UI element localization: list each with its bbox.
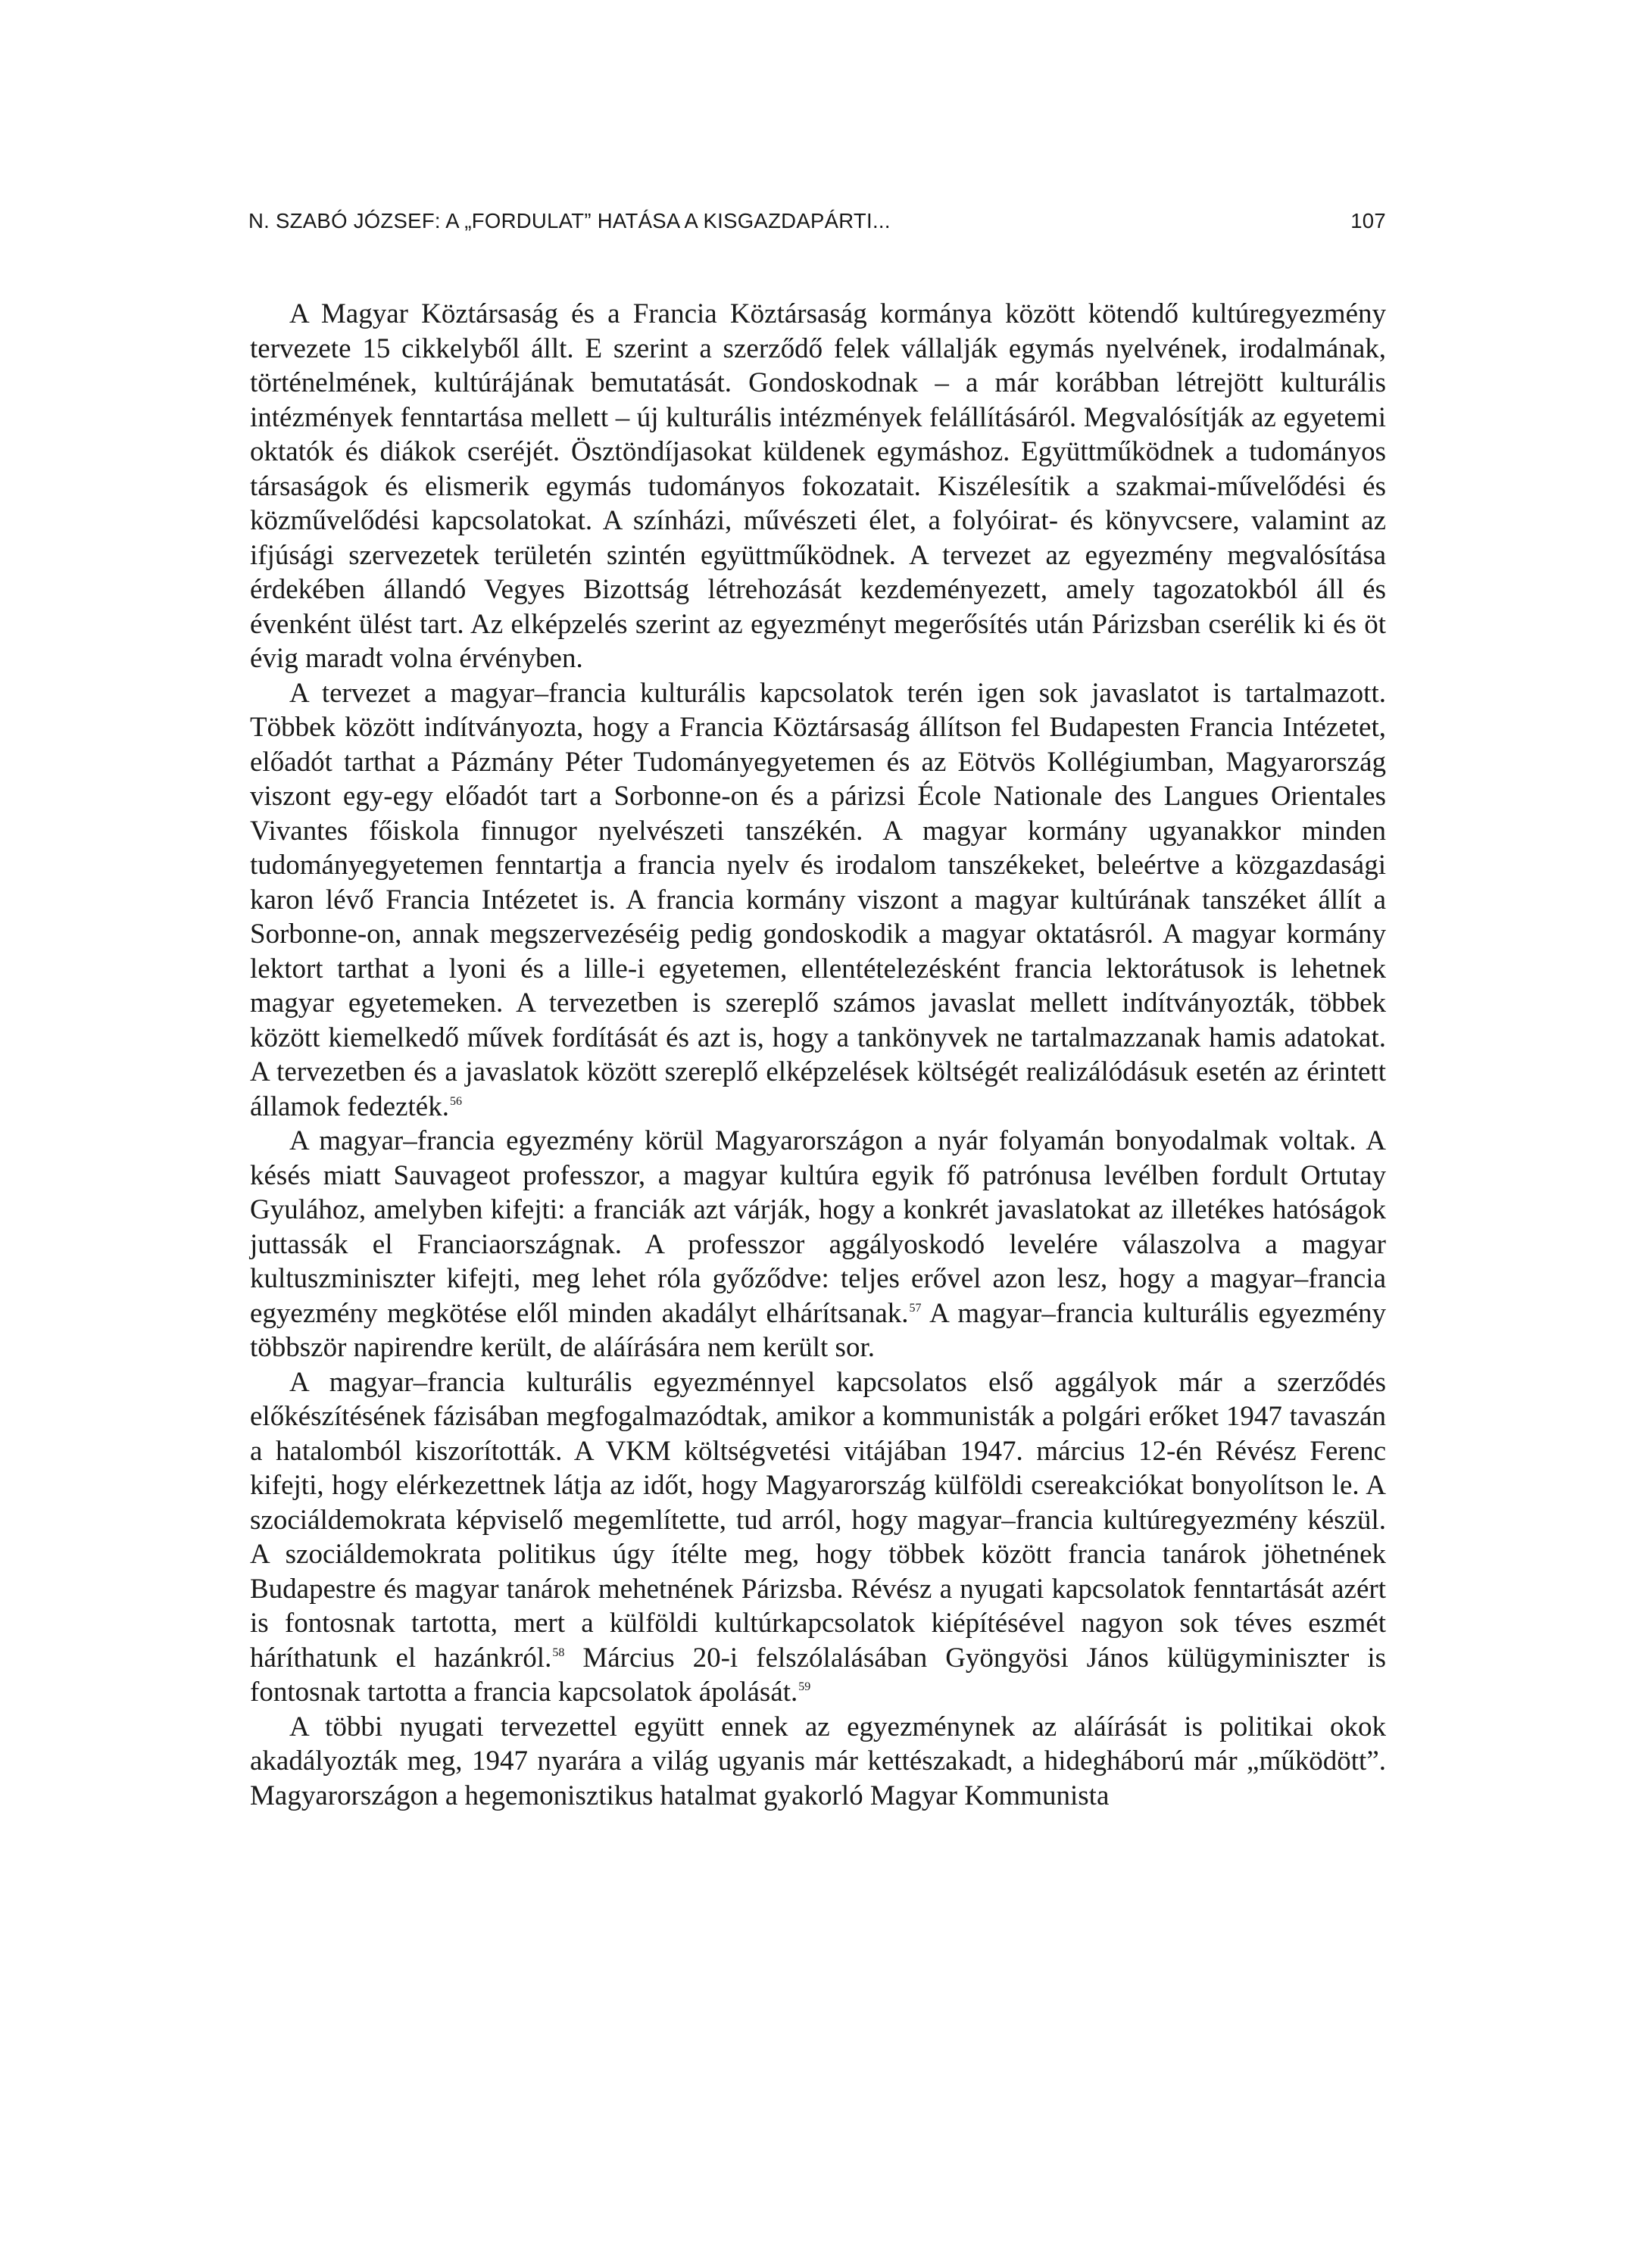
paragraph — [250, 297, 1386, 676]
running-header — [248, 206, 1386, 236]
paragraph-text: A tervezet a magyar–francia kulturális kapcsolatok terén igen sok javaslatot is tartalmazott. Többek között indítványozta, hogy a Francia Köztársaság állítson fel Budapesten Francia Intézetet, előadót tarthat a Pázmány Péter Tudományegyetemen és az Eötvös Kollégiumban, Magyarország viszont egy-egy előadót tart a Sorbonne-on és a párizsi École Nationale des Langues Orientales Vivantes főiskola finnugor nyelvészeti tanszékén. A magyar kormány ugyanakkor minden tudományegyetemen fenntartja a francia nyelv és irodalom tanszékeket, beleértve a közgazdasági karon lévő Francia Intézetet is. A francia kormány viszont a magyar kultúrának tanszéket állít a Sorbonne-on, annak megszervezéséig pedig gondoskodik a magyar oktatásról. A magyar kormány lektort tarthat a lyoni és a lille-i egyetemen, ellentételezésként francia lektorátusok is lehetnek magyar egyetemeken. A tervezetben is szereplő számos javaslat mellett indítványozták, többek között kiemelkedő művek fordítását és azt is, hogy a tankönyvek ne tartalmazzanak hamis adatokat. A tervezetben és a javaslatok között szereplő elképzelések költségét realizálódásuk esetén az érintett államok fedezték. — [250, 677, 1386, 1122]
footnote-ref: 57 — [909, 1301, 922, 1315]
body-text — [250, 297, 1386, 1813]
paragraph-text: A magyar–francia egyezmény körül Magyarországon a nyár folyamán bonyodalmak voltak. A késés miatt Sauvageot professzor, a magyar kultúra egyik fő patrónusa levélben fordult Ortutay Gyulához, amelyben kifejti: a franciák azt várják, hogy a konkrét javaslatokat az illetékes hatóságok juttassák el Franciaországnak. A professzor aggályoskodó levelére válaszolva a magyar kultuszminiszter kifejti, meg lehet róla győződve: teljes erővel azon lesz, hogy a magyar–francia egyezmény megkötése elől minden akadályt elhárítsanak. — [250, 1125, 1386, 1329]
footnote-ref: 58 — [552, 1646, 565, 1659]
paragraph — [250, 1124, 1386, 1365]
paragraph-text: A magyar–francia kulturális egyezmény többször napirendre került, de aláírására nem került sor. — [250, 1297, 1386, 1363]
running-title: N. SZABÓ JÓZSEF: A „FORDULAT” HATÁSA A KISGAZDAPÁRTI... — [248, 209, 891, 232]
paragraph-text: A többi nyugati tervezettel együtt ennek az egyezménynek az aláírását is politikai okok akadályozták meg, 1947 nyarára a világ ugyanis már kettészakadt, a hidegháború már „működött”. Magyarországon a hegemonisztikus hatalmat gyakorló Magyar Kommunista — [250, 1711, 1386, 1811]
paragraph-text: A Magyar Köztársaság és a Francia Köztársaság kormánya között kötendő kultúregyezmény tervezete 15 cikkelyből állt. E szerint a szerződő felek vállalják egymás nyelvének, irodalmának, történelmének, kultúrájának bemutatását. Gondoskodnak – a már korábban létrejött kulturális intézmények fenntartása mellett – új kulturális intézmények felállításáról. Megvalósítják az egyetemi oktatók és diákok cseréjét. Ösztöndíjasokat küldenek egymáshoz. Együttműködnek a tudományos társaságok és elismerik egymás tudományos fokozatait. Kiszélesítik a szakmai-művelődési és közművelődési kapcsolatokat. A színházi, művészeti élet, a folyóirat- és könyvcsere, valamint az ifjúsági szervezetek területén szintén együttműködnek. A tervezet az egyezmény megvalósítása érdekében állandó Vegyes Bizottság létrehozását kezdeményezett, amely tagozatokból áll és évenként ülést tart. Az elképzelés szerint az egyezményt megerősítés után Párizsban cserélik ki és öt évig maradt volna érvényben. — [250, 298, 1386, 674]
paragraph-text: Március 20-i felszólalásában Gyöngyösi János külügyminiszter is fontosnak tartotta a francia kapcsolatok ápolását. — [250, 1642, 1386, 1708]
paragraph — [250, 676, 1386, 1125]
paragraph-text: A magyar–francia kulturális egyezménnyel kapcsolatos első aggályok már a szerződés előkészítésének fázisában megfogalmazódtak, amikor a kommunisták a polgári erőket 1947 tavaszán a hatalomból kiszorították. A VKM költségvetési vitájában 1947. március 12-én Révész Ferenc kifejti, hogy elérkezettnek látja az időt, hogy Magyarország külföldi csereakciókat bonyolítson le. A szociáldemokrata képviselő megemlítette, tud arról, hogy magyar–francia kultúregyezmény készül. A szociáldemokrata politikus úgy ítélte meg, hogy többek között francia tanárok jöhetnének Budapestre és magyar tanárok mehetnének Párizsba. Révész a nyugati kapcsolatok fenntartását azért is fontosnak tartotta, mert a külföldi kultúrkapcsolatok kiépítésével nagyon sok téves eszmét háríthatunk el hazánkról. — [250, 1366, 1386, 1674]
paragraph — [250, 1365, 1386, 1710]
paragraph — [250, 1710, 1386, 1814]
page-number: 107 — [1350, 209, 1386, 232]
footnote-ref: 56 — [449, 1094, 462, 1108]
footnote-ref: 59 — [798, 1680, 811, 1693]
